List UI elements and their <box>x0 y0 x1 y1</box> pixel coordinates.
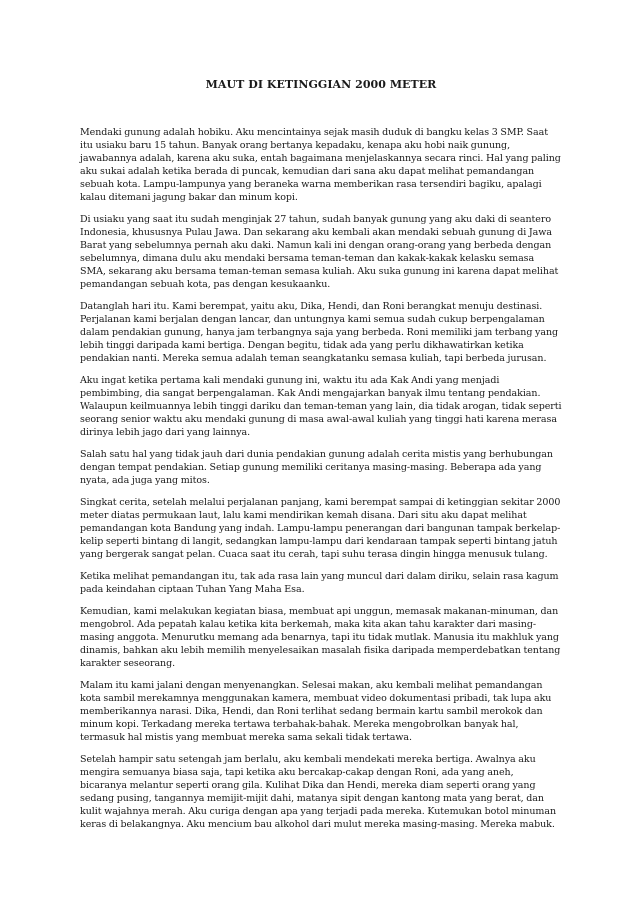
document-title: MAUT DI KETINGGIAN 2000 METER <box>205 78 437 91</box>
paragraph: Malam itu kami jalani dengan menyenangkan. Selesai makan, aku kembali melihat pemandangan kota sambil merekamnya menggunakan kamera, membuat video dokumentasi pribadi, tak lupa aku memberikannya narasi. Dika, Hendi, dan Roni terlihat sedang bermain kartu sambil merokok dan minum kopi. Terkadang mereka tertawa terbahak-bahak. Mereka mengobrolkan banyak hal, termasuk hal mistis yang membuat mereka sama sekali tidak tertawa. <box>80 680 552 743</box>
document-page <box>80 78 562 840</box>
paragraph: Datanglah hari itu. Kami berempat, yaitu aku, Dika, Hendi, dan Roni berangkat menuju destinasi. Perjalanan kami berjalan dengan lancar, dan untungnya kami semua sudah cukup berpengalaman dalam pendakian gunung, hanya jam terbangnya saja yang berbeda. Roni memiliki jam terbang yang lebih tinggi daripada kami bertiga. Dengan begitu, tidak ada yang perlu dikhawatirkan ketika pendakian nanti. Mereka semua adalah teman seangkatanku semasa kuliah, tapi berbeda jurusan. <box>80 301 559 364</box>
paragraph: Singkat cerita, setelah melalui perjalanan panjang, kami berempat sampai di ketinggian sekitar 2000 meter diatas permukaan laut, lalu kami mendirikan kemah disana. Dari situ aku dapat melihat pemandangan kota Bandung yang indah. Lampu-lampu penerangan dari bangunan tampak berkelap-kelip seperti bintang di langit, sedangkan lampu-lampu dari kendaraan tampak seperti bintang jatuh yang bergerak sangat pelan. Cuaca saat itu cerah, tapi suhu terasa dingin hingga menusuk tulang. <box>80 497 561 560</box>
document-body <box>80 126 562 831</box>
paragraph: Salah satu hal yang tidak jauh dari dunia pendakian gunung adalah cerita mistis yang berhubungan dengan tempat pendakian. Setiap gunung memiliki ceritanya masing-masing. Beberapa ada yang nyata, ada juga yang mitos. <box>80 449 553 486</box>
paragraph: Aku ingat ketika pertama kali mendaki gunung ini, waktu itu ada Kak Andi yang menjadi pembimbing, dia sangat berpengalaman. Kak Andi mengajarkan banyak ilmu tentang pendakian. Walaupun keilmuannya lebih tinggi dariku dan teman-teman yang lain, dia tidak arogan, tidak seperti seorang senior waktu aku mendaki gunung di masa awal-awal kuliah yang tinggi hati karena merasa dirinya lebih jago dari yang lainnya. <box>80 375 562 438</box>
paragraph: Ketika melihat pemandangan itu, tak ada rasa lain yang muncul dari dalam diriku, selain rasa kagum pada keindahan ciptaan Tuhan Yang Maha Esa. <box>80 571 559 595</box>
paragraph: Setelah hampir satu setengah jam berlalu, aku kembali mendekati mereka bertiga. Awalnya aku mengira semuanya biasa saja, tapi ketika aku bercakap-cakap dengan Roni, ada yang aneh, bicaranya melantur seperti orang gila. Kulihat Dika dan Hendi, mereka diam seperti orang yang sedang pusing, tangannya memijit-mijit dahi, matanya sipit dengan kantong mata yang berat, dan kulit wajahnya merah. Aku curiga dengan apa yang terjadi pada mereka. Kutemukan botol minuman keras di belakangnya. Aku mencium bau alkohol dari mulut mereka masing-masing. Mereka mabuk. <box>80 754 557 830</box>
paragraph: Mendaki gunung adalah hobiku. Aku mencintainya sejak masih duduk di bangku kelas 3 SMP. Saat itu usiaku baru 15 tahun. Banyak orang bertanya kepadaku, kenapa aku hobi naik gunung, jawabannya adalah, karena aku suka, entah bagaimana menjelaskannya secara rinci. Hal yang paling aku sukai adalah ketika berada di puncak, kemudian dari sana aku dapat melihat pemandangan sebuah kota. Lampu-lampunya yang beraneka warna memberikan rasa tersendiri bagiku, apalagi kalau ditemani jagung bakar dan minum kopi. <box>80 127 561 203</box>
paragraph: Kemudian, kami melakukan kegiatan biasa, membuat api unggun, memasak makanan-minuman, dan mengobrol. Ada pepatah kalau ketika kita berkemah, maka kita akan tahu karakter dari masing-masing anggota. Menurutku memang ada benarnya, tapi itu tidak mutlak. Manusia itu makhluk yang dinamis, bahkan aku lebih memilih menyelesaikan masalah fisika daripada memperdebatkan tentang karakter seseorang. <box>80 606 561 669</box>
paragraph: Di usiaku yang saat itu sudah menginjak 27 tahun, sudah banyak gunung yang aku daki di seantero Indonesia, khususnya Pulau Jawa. Dan sekarang aku kembali akan mendaki sebuah gunung di Jawa Barat yang sebelumnya pernah aku daki. Namun kali ini dengan orang-orang yang berbeda dengan sebelumnya, dimana dulu aku mendaki bersama teman-teman dan kakak-kakak kelasku semasa SMA, sekarang aku bersama teman-teman semasa kuliah. Aku suka gunung ini karena dapat melihat pemandangan sebuah kota, pas dengan kesukaanku. <box>80 214 559 290</box>
